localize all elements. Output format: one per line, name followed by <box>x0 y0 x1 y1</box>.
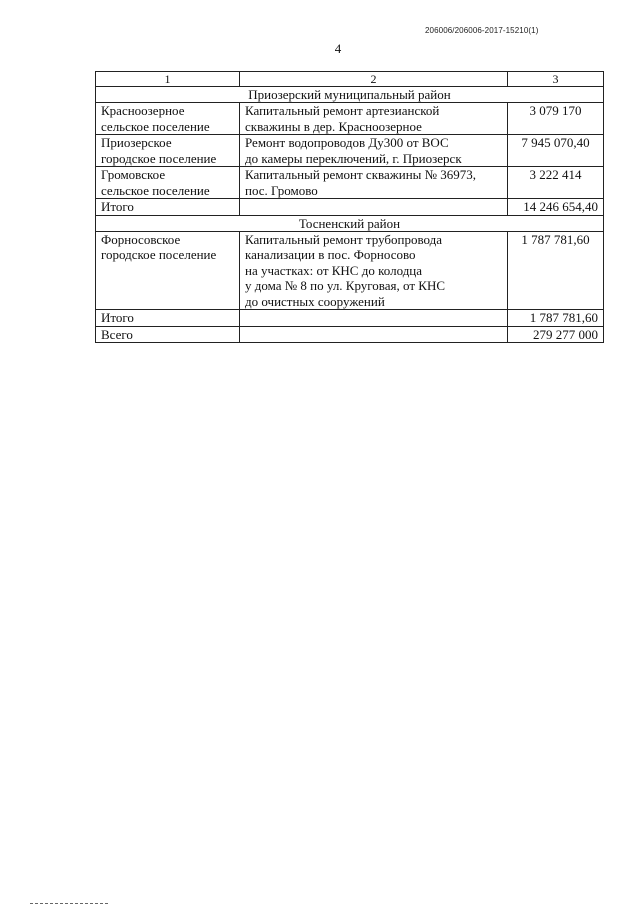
table-header-row <box>96 72 604 87</box>
settlement-line: Приозерское <box>101 135 172 150</box>
column-header-1: 1 <box>96 72 240 87</box>
work-line: до камеры переключений, г. Приозерск <box>245 150 462 166</box>
amount-cell: 3 222 414 <box>508 167 604 199</box>
grand-total-row <box>96 326 604 343</box>
grand-total-amount: 279 277 000 <box>508 326 604 343</box>
amount-cell: 7 945 070,40 <box>508 135 604 167</box>
work-line: Капитальный ремонт скважины № 36973, <box>245 167 477 182</box>
table-row <box>96 103 604 135</box>
amount-cell: 3 079 170 <box>508 103 604 135</box>
work-description-cell <box>240 103 508 135</box>
settlement-cell <box>96 135 240 167</box>
column-header-2: 2 <box>240 72 508 87</box>
amount-cell: 1 787 781,60 <box>508 231 604 310</box>
settlement-line: Громовское <box>101 167 166 182</box>
empty-cell <box>240 326 508 343</box>
table-row <box>96 231 604 310</box>
work-line: Ремонт водопроводов Ду300 от ВОС <box>245 135 449 150</box>
footer-divider <box>30 903 108 904</box>
district-title: Тосненский район <box>96 215 604 231</box>
work-line: на участках: от КНС до колодца <box>245 262 423 278</box>
work-line: Капитальный ремонт трубопровода <box>245 231 443 247</box>
funding-table <box>95 71 604 343</box>
work-line: Капитальный ремонт артезианской <box>245 103 440 118</box>
work-line: скважины в дер. Красноозерное <box>245 118 422 134</box>
subtotal-row <box>96 199 604 216</box>
subtotal-label: Итого <box>96 199 240 216</box>
table-row <box>96 135 604 167</box>
column-header-3: 3 <box>508 72 604 87</box>
work-description-cell <box>240 167 508 199</box>
page-number: 4 <box>334 41 342 56</box>
subtotal-row <box>96 310 604 327</box>
settlement-line: городское поселение <box>101 150 217 166</box>
subtotal-amount: 14 246 654,40 <box>508 199 604 216</box>
district-row <box>96 87 604 103</box>
work-description-cell <box>240 135 508 167</box>
work-line: пос. Громово <box>245 182 318 198</box>
work-description-cell <box>240 231 508 310</box>
settlement-cell <box>96 167 240 199</box>
subtotal-label: Итого <box>96 310 240 327</box>
document-id: 206006/206006-2017-15210(1) <box>425 26 539 35</box>
settlement-cell <box>96 231 240 310</box>
table-row <box>96 167 604 199</box>
district-title: Приозерский муниципальный район <box>96 87 604 103</box>
settlement-cell <box>96 103 240 135</box>
settlement-line: сельское поселение <box>101 182 210 198</box>
settlement-line: сельское поселение <box>101 118 210 134</box>
settlement-line: городское поселение <box>101 247 217 262</box>
empty-cell <box>240 310 508 327</box>
grand-total-label: Всего <box>96 326 240 343</box>
empty-cell <box>240 199 508 216</box>
district-row <box>96 215 604 231</box>
settlement-line: Красноозерное <box>101 103 185 118</box>
work-line: канализации в пос. Форносово <box>245 247 416 262</box>
work-line: до очистных сооружений <box>245 293 385 309</box>
settlement-line: Форносовское <box>101 231 181 247</box>
work-line: у дома № 8 по ул. Круговая, от КНС <box>245 278 446 293</box>
subtotal-amount: 1 787 781,60 <box>508 310 604 327</box>
